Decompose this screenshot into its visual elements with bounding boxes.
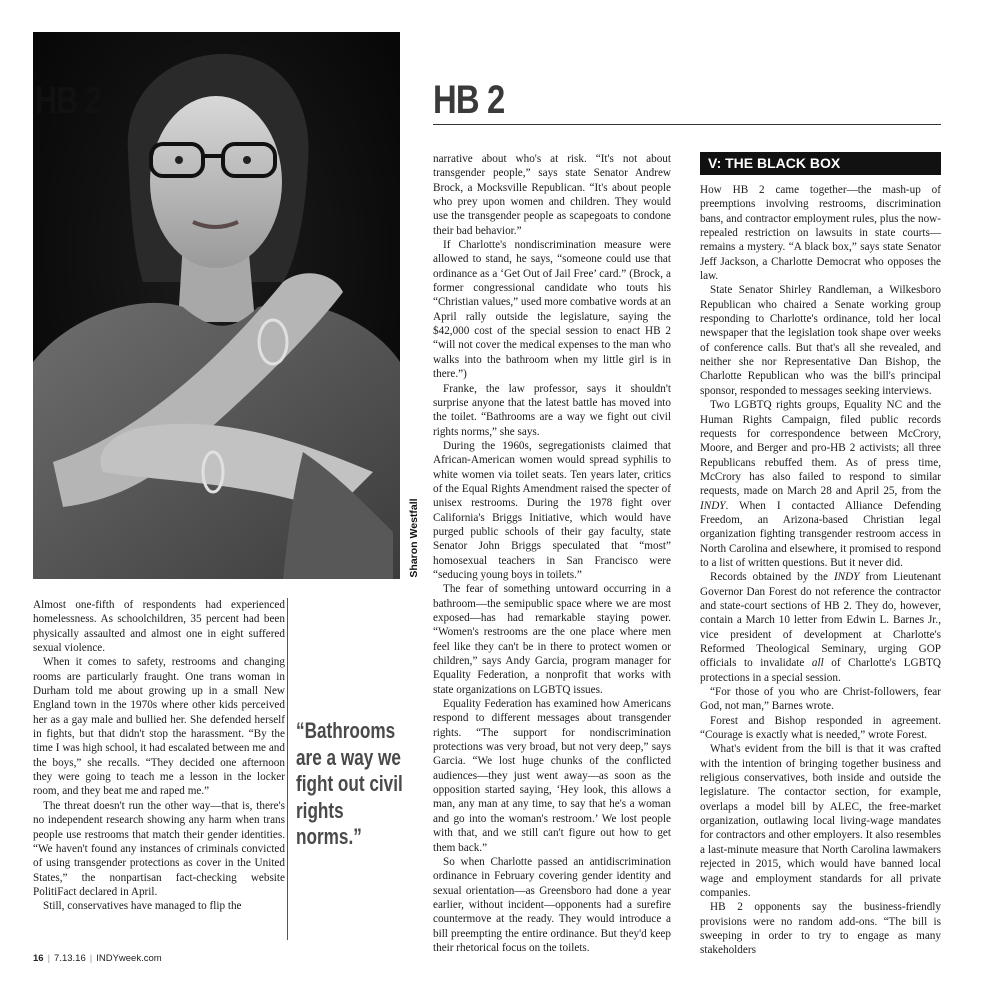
pullquote-rule [287,598,288,940]
publication-name: INDY [833,571,860,584]
text-run: . When I contacted Alliance Defending Freedom, an Arizona-based Christian legal organization fighting transgender restroom access in North Carolina and elsewhere, it promised to respond to a list of written questions. But it never did. [700,499,941,569]
text-run: of Charlotte's LGBTQ protections in a special session. [700,657,941,684]
paragraph: HB 2 opponents say the business-friendly provisions were no random add-ons. “The bill is sweeping in order to try to engage as many stakeholders [700,901,941,957]
photo-credit-text: Sharon Westfall [408,498,420,578]
paragraph: Still, conservatives have managed to flip the [43,900,242,913]
page-footer [33,953,162,964]
section-kicker [700,152,941,175]
article-column-1 [33,598,285,914]
paragraph: “For those of you who are Christ-followers, fear God, not man,” Barnes wrote. [700,686,941,713]
publication-name: INDY [700,499,726,512]
paragraph: If Charlotte's nondiscrimination measure were allowed to stand, he says, “someone could use that ordinance as a ‘Get Out of Jail Free’ card.” (Brock, a former congressional candidate who touts his “Christian values,” used more combative words at an April rally outside the legislature, saying the $42,000 cost of the special session to enact HB 2 “will not cover the medical expenses to the man who walks into the bathroom when my little girl is in there.”) [433,239,671,381]
paragraph: So when Charlotte passed an antidiscrimination ordinance in February covering gender identity and sexual orientation—as Greensboro had done a year earlier, without incident—opponents had a surefire countermove at the ready. They would introduce a bill preempting the entire ordinance. But they'd keep their rhetorical focus on the toilets. [433,855,671,954]
photo-section-tag: HB 2 [35,80,102,122]
paragraph: Almost one-fifth of respondents had experienced homelessness. As schoolchildren, 35 percent had been physically assaulted and almost one in eight suffered sexual violence. [33,599,285,655]
paragraph: When it comes to safety, restrooms and changing rooms are particularly fraught. One trans woman in Durham told me about growing up in a small New England town in the 1970s where other kids perceived her as a gay male and bullied her. She defended herself in fights, but that didn't stop the harassment. “By the time I was high school, it had escalated between me and the boys,” she recalls. “They decided one afternoon they were going to teach me a lesson in the locker room, and they beat me and raped me.” [33,656,285,798]
article-column-3 [700,183,941,958]
portrait-photo [33,32,400,579]
paragraph: narrative about who's at risk. “It's not about transgender people,” says state Senator Andrew Brock, a Mocksville Republican. “It's about people who prey upon women and children. They would use the transgender people as scapegoats to condone their bad behavior.” [433,153,671,237]
footer-separator: | [89,953,93,964]
footer-separator: | [47,953,51,964]
section-title: HB 2 [433,78,505,122]
text-run: Two LGBTQ rights groups, Equality NC and the Human Rights Campaign, filed public records requests for correspondence between McCrory, Moore, and Berger and pro-HB 2 activists; all three Republicans rebuffed them. As of press time, McCrory has also failed to respond to similar requests, made on March 28 and April 25, from the [700,399,941,498]
site-link[interactable]: INDYweek.com [96,953,162,964]
kicker-title: THE BLACK BOX [725,155,841,171]
paragraph: Forest and Bishop responded in agreement. “Courage is exactly what is needed,” wrote Forest. [700,714,941,742]
paragraph: How HB 2 came together—the mash-up of preemptions involving restrooms, discrimination bans, and contractor employment rules, plus the now-repealed restriction on lawsuits in state courts—remains a mystery. “A black box,” says state Senator Jeff Jackson, a Charlotte Democrat who opposes the law. [700,184,941,283]
paragraph: Franke, the law professor, says it shouldn't surprise anyone that the latest battle has moved into the toilet. “Bathrooms are a way we fight out civil rights norms,” she says. [433,382,671,438]
paragraph: Equality Federation has examined how Americans respond to different messages about transgender rights. “The support for nondiscrimination protections was very broad, but not very deep,” says Garcia. “We lost huge chunks of the conflicted audiences—they just went away—as soon as the opposition started saying, ‘Hey look, this allows a man, any man at any time, to say that he's a woman and go into the woman's restroom.’ We lost people with that, and we still can't figure out how to get them back.” [433,698,671,854]
photo-credit [404,498,424,578]
pullquote: “Bathrooms are a way we fight out civil rights norms.” [296,718,403,849]
paragraph: During the 1960s, segregationists claimed that African-American women would spread syphilis to white women via toilet seats. Ten years later, critics of the Equal Rights Amendment raised the specter of unisex restrooms. During the 1978 fight over California's Briggs Initiative, which would have purged public schools of their gay faculty, state Senator John Briggs speculated that “most” homosexual teachers in San Francisco were “seducing young boys in toilets.” [433,439,671,581]
paragraph: The threat doesn't run the other way—that is, there's no independent research showing any harm when trans people use restrooms that match their gender identities. “We haven't found any instances of criminals convicted of using transgender protections as cover in the United States,” the nonpartisan fact-checking website PolitiFact declared in April. [33,799,285,898]
kicker-numeral: V: [708,155,722,171]
text-run: Records obtained by the [710,571,834,584]
title-rule [433,124,941,125]
emphasis: all [811,657,824,670]
issue-date: 7.13.16 [54,953,86,964]
text-run: from Lieutenant Governor Dan Forest do not reference the contractor and state-court sections of HB 2. They do, however, contain a March 10 letter from Edwin L. Barnes Jr., vice president of development at Charlotte's Reformed Theological Seminary, urging GOP officials to invalidate [700,571,941,670]
page-number: 16 [33,953,44,964]
paragraph: State Senator Shirley Randleman, a Wilkesboro Republican who chaired a Senate working group responding to Charlotte's ordinance, told her local newspaper that the legislation took shape over weeks of conference calls. But that's all she revealed, and neither she nor Representative Dan Bishop, the Charlotte Republican who was the bill's principal sponsor, responded to messages seeking interviews. [700,284,941,397]
paragraph [700,398,941,570]
paragraph: The fear of something untoward occurring in a bathroom—the semipublic space where we are most exposed—has had remarkable staying power. “Women's restrooms are the one place where men feel like they can't be in there to protect women or children,” says Andy Garcia, program manager for Equality Federation, a nonprofit that works with state organizations on LGBTQ issues. [433,583,671,696]
article-column-2 [433,152,671,955]
paragraph: What's evident from the bill is that it was crafted with the intention of bringing together business and religious conservatives, both inside and outside the legislature. The contactor section, for example, overlaps a model bill by ALEC, the free-market organization, outlawing local living-wage mandates for contractors and other employers. It also resembles a last-minute measure that North Carolina lawmakers rejected in 2015, which would have banned local wage and employment standards for all private companies. [700,743,941,899]
paragraph [700,570,941,685]
